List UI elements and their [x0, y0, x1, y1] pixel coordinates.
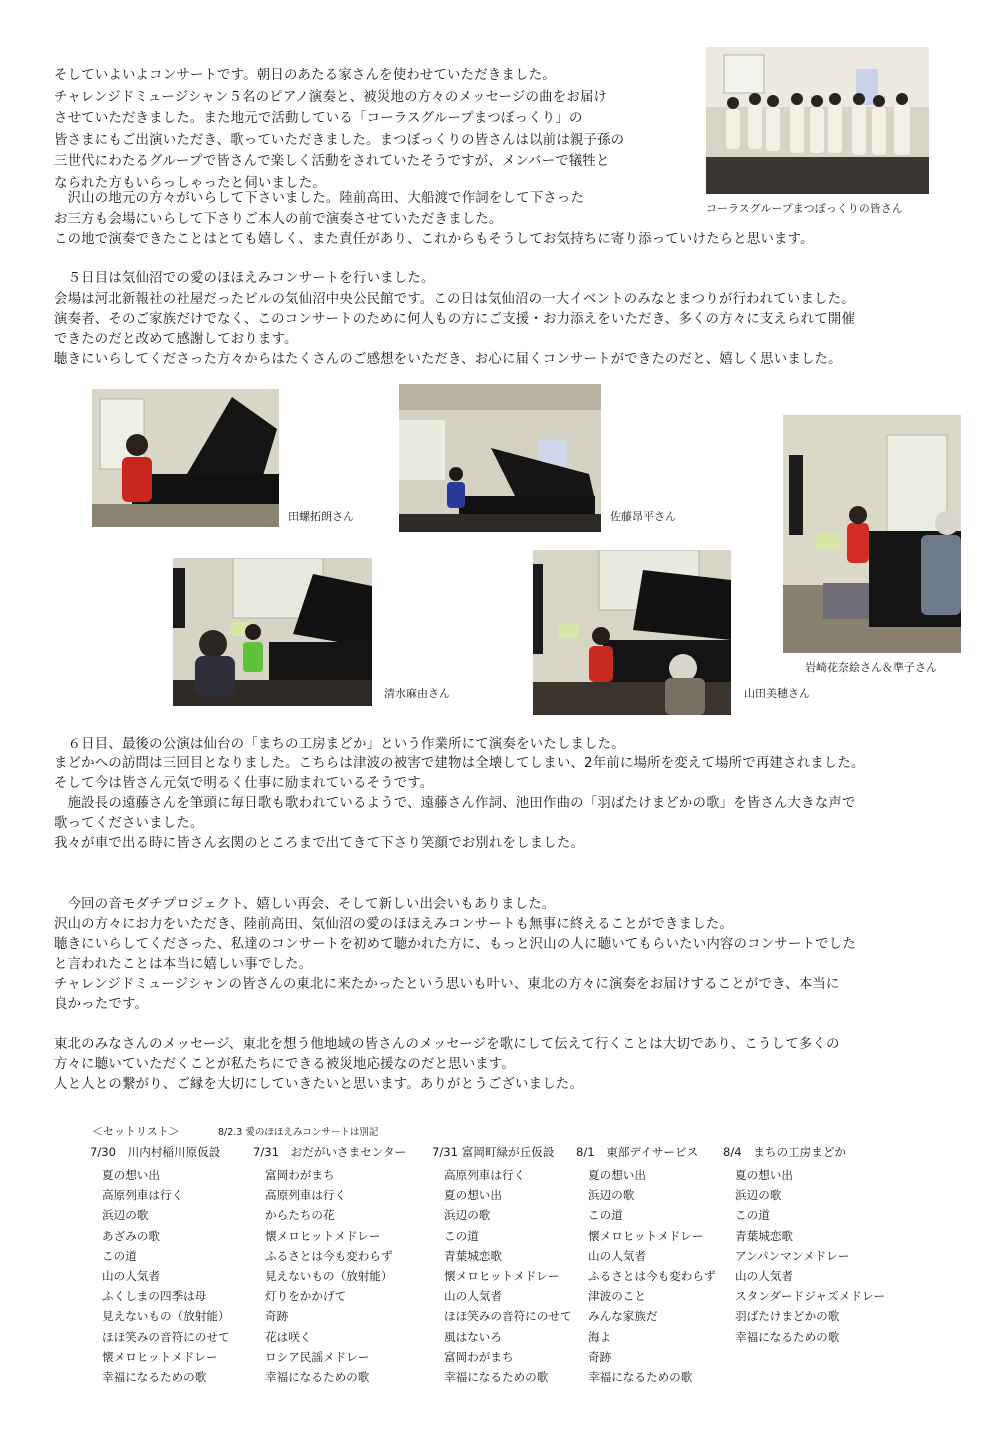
setlist-song: この道	[444, 1228, 479, 1243]
setlist-column-header: 8/1 東部デイサービス	[576, 1145, 699, 1159]
caption-iwasaki: 岩崎花奈絵さん＆準子さん	[805, 661, 937, 674]
pianist-photo-yamada	[533, 550, 731, 715]
setlist-song: この道	[588, 1208, 623, 1223]
setlist-song: 夏の想い出	[735, 1168, 793, 1182]
setlist-song: 懐メロヒットメドレー	[102, 1349, 218, 1364]
setlist-song: 津波のこと	[588, 1289, 646, 1304]
paragraph-line: させていただきました。また地元で活動している「コーラスグループまつぼっくり」の	[54, 111, 583, 126]
setlist-song: 山の人気者	[735, 1268, 793, 1283]
chorus-caption: コーラスグループまつぼっくりの皆さん	[706, 202, 903, 215]
setlist-column-header: 7/31 おだがいさまセンター	[253, 1145, 407, 1159]
paragraph-line: 我々が車で出る時に皆さん玄関のところまで出てきて下さり笑顔でお別れをしました。	[54, 836, 585, 851]
paragraph-line: お三方も会場にいらして下さりご本人の前で演奏させていただきました。	[54, 212, 503, 227]
paragraph-line: そして今は皆さん元気で明るく仕事に励まれているそうです。	[54, 776, 434, 791]
paragraph-line: 施設長の遠藤さんを筆頭に毎日歌も歌われているようで、遠藤さん作詞、池田作曲の「羽ばたけまどかの歌」を皆さん大きな声で	[54, 796, 856, 811]
pianist-photo-shimizu	[173, 558, 372, 706]
setlist-column	[253, 1143, 406, 1387]
pianist-photo-iwasaki	[783, 415, 961, 653]
setlist-song: 高原列車は行く	[444, 1168, 526, 1182]
paragraph-line: そしていよいよコンサートです。朝日のあたる家さんを使わせていただきました。	[54, 68, 556, 83]
setlist-song: この道	[735, 1208, 770, 1223]
paragraph-line: まどかへの訪問は三回目となりました。こちらは津波の被害で建物は全壊してしまい、2年前に場所を変えて場所で再建されました。	[54, 756, 865, 771]
setlist-song: 浜辺の歌	[444, 1208, 491, 1223]
paragraph-line: この地で演奏できたことはとても嬉しく、また責任があり、これからもそうしてお気持ちに寄り添っていけたらと思います。	[54, 232, 814, 247]
setlist-song: 富岡わがまち	[265, 1168, 335, 1182]
paragraph-line: 沢山の方々にお力をいただき、陸前高田、気仙沼の愛のほほえみコンサートも無事に終えることができました。	[54, 917, 733, 932]
setlist-song: 夏の想い出	[444, 1188, 502, 1203]
paragraph-line: 東北のみなさんのメッセージ、東北を想う他地域の皆さんのメッセージを歌にして伝えて行くことは大切であり、こうして多くの	[54, 1037, 840, 1052]
setlist-song: 夏の想い出	[102, 1168, 160, 1182]
setlist-song: ふるさとは今も変わらず	[265, 1248, 393, 1263]
paragraph-line: 会場は河北新報社の社屋だったビルの気仙沼中央公民館です。この日は気仙沼の一大イベントのみなとまつりが行われていました。	[54, 292, 855, 307]
setlist-song: からたちの花	[265, 1208, 335, 1223]
setlist-song: ふるさとは今も変わらず	[588, 1268, 716, 1283]
chorus-group-photo	[706, 47, 929, 194]
caption-yamada: 山田美穂さん	[744, 687, 810, 700]
setlist-song: 幸福になるための歌	[444, 1369, 549, 1384]
paragraph-line: ６日目、最後の公演は仙台の「まちの工房まどか」という作業所にて演奏をいたしました。	[54, 737, 625, 752]
setlist-song: 青葉城恋歌	[444, 1248, 502, 1263]
setlist-song: ほほ笑みの音符にのせて	[102, 1329, 230, 1344]
setlist-song: 懐メロヒットメドレー	[265, 1228, 381, 1243]
setlist-song: ふくしまの四季は母	[102, 1289, 207, 1304]
setlist-column-header: 8/4 まちの工房まどか	[723, 1145, 847, 1159]
setlist-song: ほほ笑みの音符にのせて	[444, 1309, 572, 1324]
setlist-song: 奇跡	[588, 1349, 612, 1364]
pianist-photo-sato	[399, 384, 601, 532]
setlist-song: 山の人気者	[588, 1248, 646, 1263]
setlist-song: 海よ	[588, 1329, 612, 1344]
paragraph-line: できたのだと改めて感謝しております。	[54, 332, 298, 347]
setlist-song: 見えないもの（放射能）	[265, 1268, 393, 1283]
paragraph-line: 三世代にわたるグループで皆さんで楽しく活動をされていたそうですが、メンバーで犠牲と	[54, 154, 610, 169]
caption-sato: 佐藤昂平さん	[610, 510, 676, 523]
setlist-song: あざみの歌	[102, 1228, 160, 1243]
setlist-column	[576, 1143, 716, 1387]
setlist-song: この道	[102, 1248, 137, 1263]
paragraph-line: 人と人との繋がり、ご縁を大切にしていきたいと思います。ありがとうございました。	[54, 1077, 583, 1092]
paragraph-line: 方々に聴いていただくことが私たちにできる被災地応援なのだと思います。	[54, 1057, 516, 1072]
setlist-song: 浜辺の歌	[735, 1188, 782, 1203]
setlist-song: 夏の想い出	[588, 1168, 646, 1182]
setlist-song: 幸福になるための歌	[102, 1369, 207, 1384]
setlist-song: 山の人気者	[444, 1289, 502, 1304]
setlist-title: ＜セットリスト＞	[92, 1125, 180, 1138]
setlist-song: 高原列車は行く	[102, 1188, 184, 1203]
setlist-song: 見えないもの（放射能）	[102, 1309, 230, 1324]
setlist-song: 幸福になるための歌	[588, 1369, 693, 1384]
pianist-photo-tadokoro	[92, 389, 279, 527]
setlist-song: みんな家族だ	[588, 1309, 658, 1324]
paragraph-line: 聴きにいらしてくださった方々からはたくさんのご感想をいただき、お心に届くコンサートができたのだと、嬉しく思いました。	[54, 352, 842, 367]
setlist-song: 浜辺の歌	[588, 1188, 635, 1203]
setlist-song: 幸福になるための歌	[735, 1329, 840, 1344]
setlist-song: 羽ばたけまどかの歌	[735, 1309, 840, 1324]
setlist-song: 懐メロヒットメドレー	[444, 1268, 560, 1283]
paragraph-line: チャレンジドミュージシャン５名のピアノ演奏と、被災地の方々のメッセージの曲をお届け	[54, 90, 608, 105]
setlist-song: 花は咲く	[265, 1329, 312, 1344]
setlist-song: 高原列車は行く	[265, 1188, 347, 1203]
setlist-note: 8/2.3 愛のほほえみコンサートは別記	[218, 1127, 379, 1138]
setlist-song: 灯りをかかげて	[265, 1289, 347, 1304]
paragraph-line: 演奏者、そのご家族だけでなく、このコンサートのために何人もの方にご支援・お力添えをいただき、多くの方々に支えられて開催	[54, 312, 856, 327]
paragraph-line: 今回の音モダチプロジェクト、嬉しい再会、そして新しい出会いもありました。	[54, 897, 556, 912]
paragraph-line: 歌ってくださいました。	[54, 816, 204, 831]
setlist-song: 浜辺の歌	[102, 1208, 149, 1223]
setlist-song: 富岡わがまち	[444, 1349, 514, 1364]
setlist-song: 懐メロヒットメドレー	[588, 1228, 704, 1243]
paragraph-line: ５日目は気仙沼での愛のほほえみコンサートを行いました。	[54, 271, 435, 286]
paragraph-line: 皆さまにもご出演いただき、歌っていただきました。まつぼっくりの皆さんは以前は親子孫の	[54, 133, 625, 148]
paragraph-line: チャレンジドミュージシャンの皆さんの東北に来たかったという思いも叶い、東北の方々に演奏をお届けすることができ、本当に	[54, 977, 840, 992]
setlist-column-header: 7/31 富岡町緑が丘仮設	[432, 1145, 555, 1159]
paragraph-line: と言われたことは本当に嬉しい事でした。	[54, 957, 313, 972]
setlist-song: アンパンマンメドレー	[735, 1248, 850, 1263]
setlist-song: 奇跡	[265, 1309, 289, 1324]
paragraph-line: 聴きにいらしてくださった、私達のコンサートを初めて聴かれた方に、もっと沢山の人に聴いてもらいたい内容のコンサートでした	[54, 937, 856, 952]
setlist-song: 風はないろ	[444, 1329, 502, 1344]
paragraph-line: 沢山の地元の方々がいらして下さいました。陸前高田、大船渡で作詞をして下さった	[54, 191, 585, 206]
setlist-song: スタンダードジャズメドレー	[735, 1289, 886, 1304]
setlist-column	[432, 1143, 572, 1387]
paragraph-line: 良かったです。	[54, 997, 149, 1012]
setlist-column	[90, 1143, 230, 1387]
setlist-song: 山の人気者	[102, 1268, 160, 1283]
paragraph-line: なられた方もいらっしゃったと伺いました。	[54, 176, 326, 191]
caption-tadokoro: 田螺拓朗さん	[288, 510, 354, 523]
setlist-column-header: 7/30 川内村稲川原仮設	[90, 1145, 221, 1159]
setlist-column	[723, 1143, 885, 1347]
setlist-song: 青葉城恋歌	[735, 1228, 793, 1243]
setlist-song: 幸福になるための歌	[265, 1369, 370, 1384]
caption-shimizu: 清水麻由さん	[384, 687, 450, 700]
setlist-song: ロシア民謡メドレー	[265, 1349, 370, 1364]
